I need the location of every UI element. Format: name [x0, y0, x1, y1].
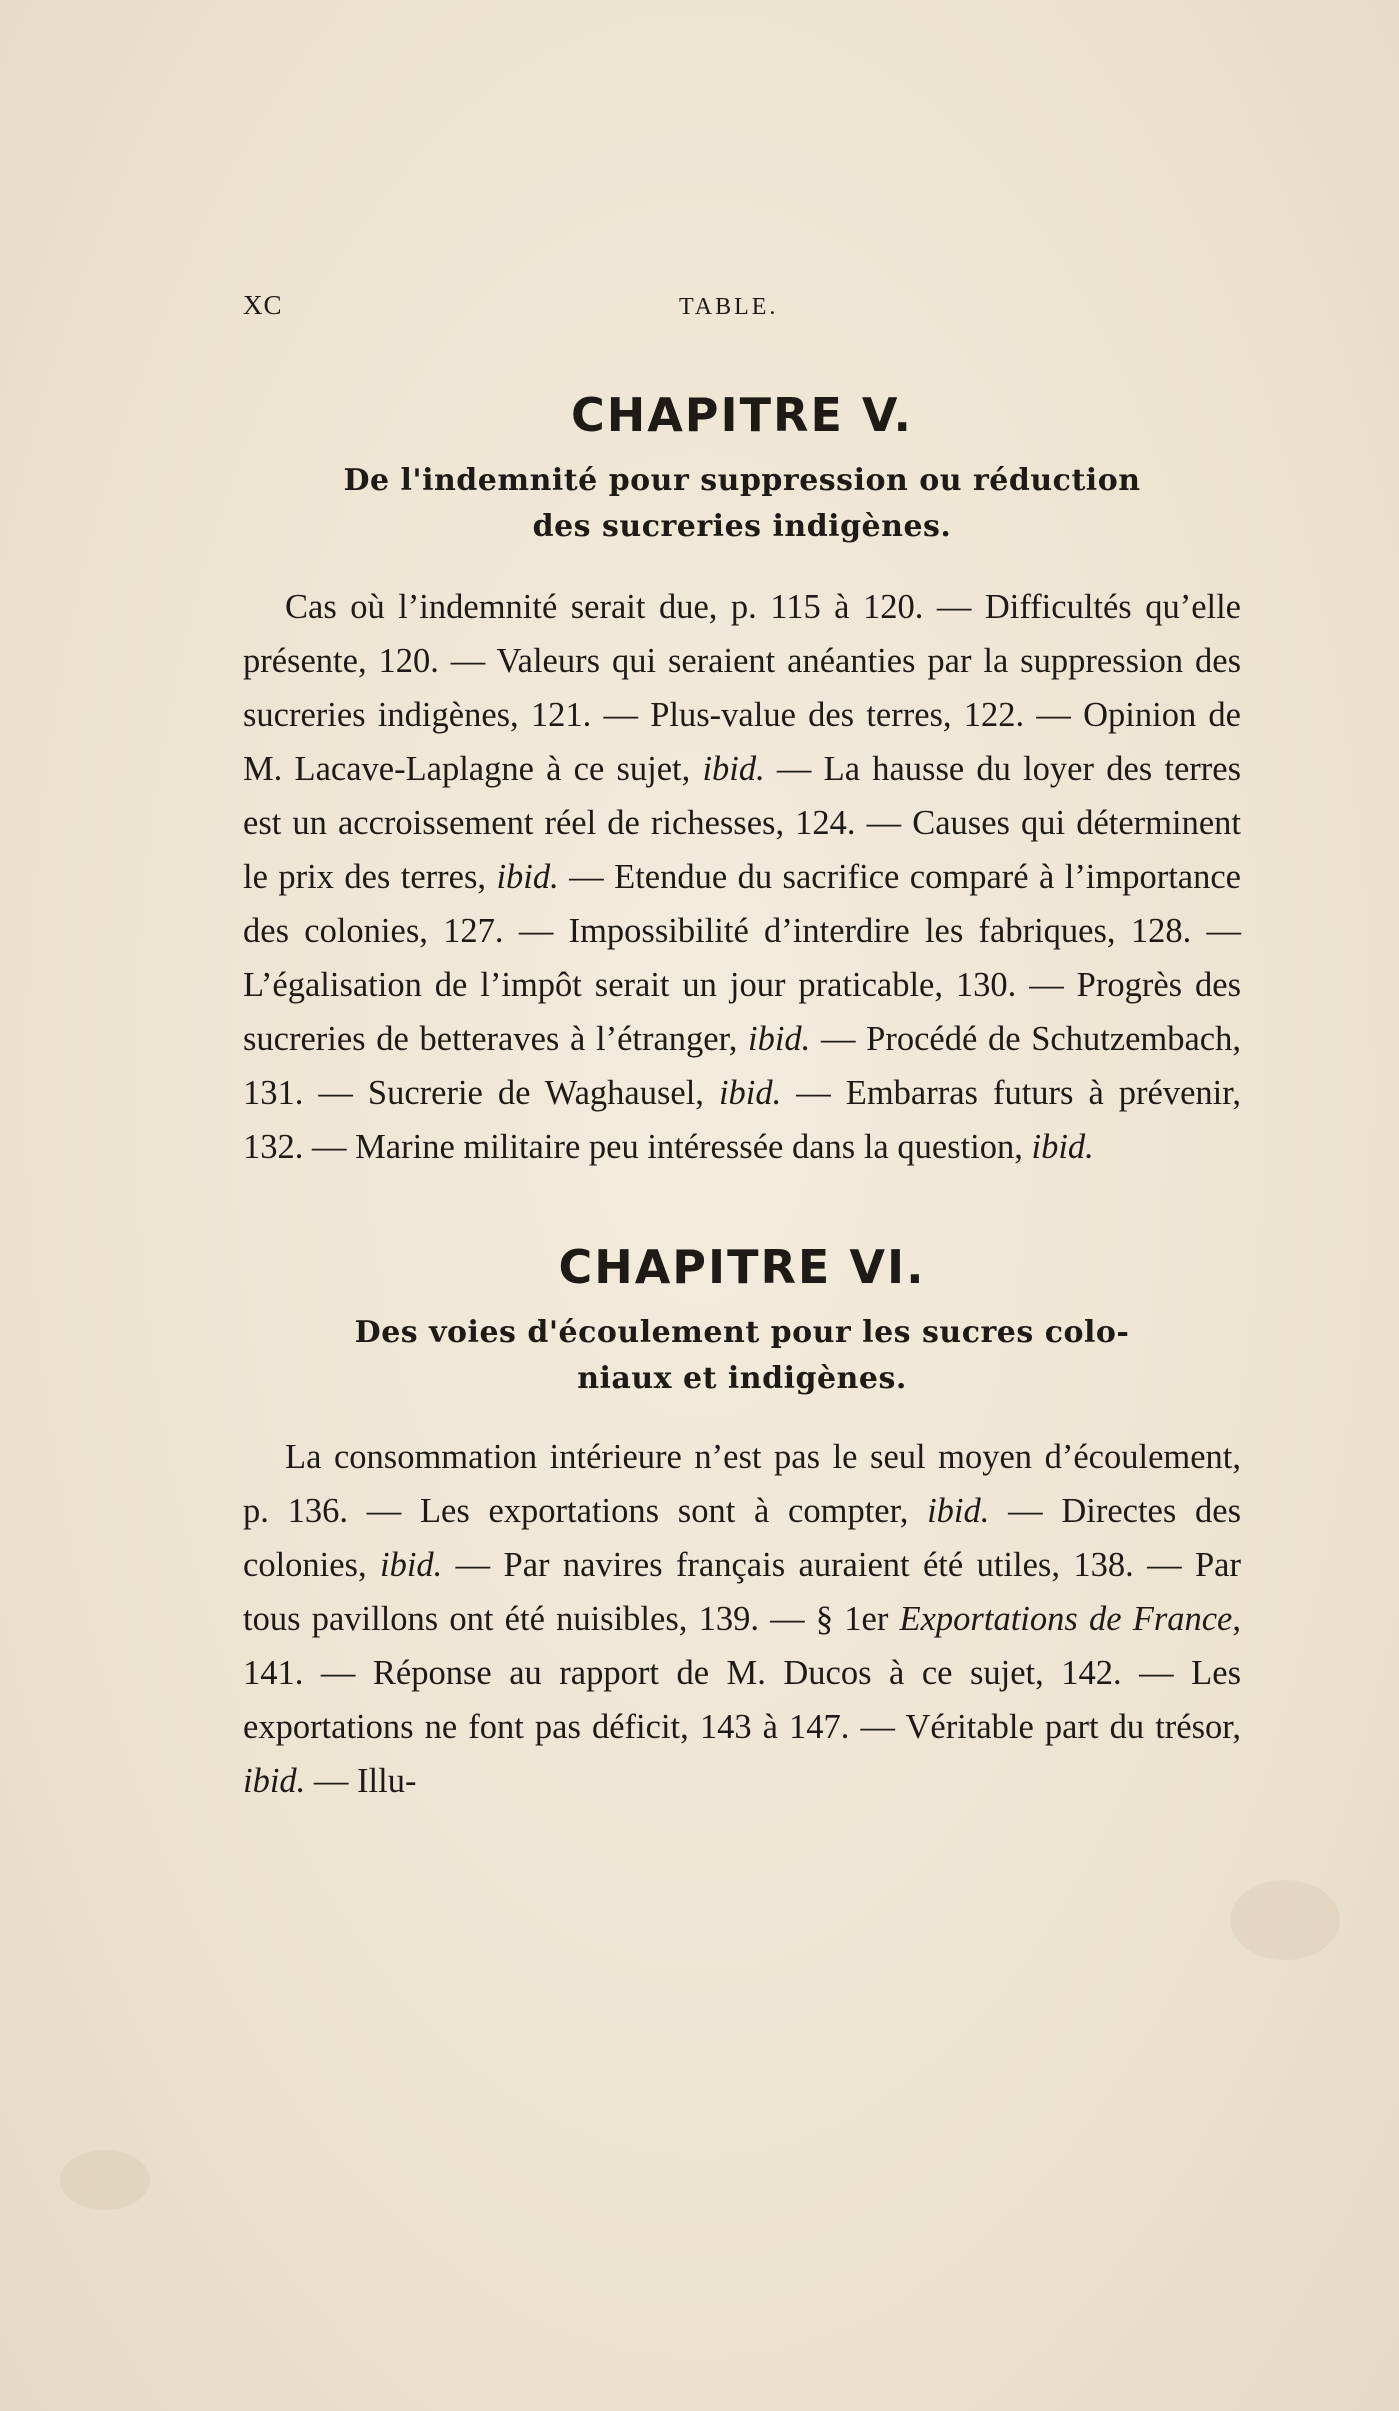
page-number: XC — [243, 290, 283, 320]
italic-reference: Exportations de France — [899, 1600, 1233, 1638]
italic-reference: ibid. — [496, 858, 559, 896]
summary-text: , 141. — Réponse au rapport de M. Ducos à ce sujet, 142. — Les exportations ne font pas déficit, 143 à 147. — Véritable part du trésor, — [243, 1600, 1241, 1746]
chapter-6-subtitle-line2: niaux et indigènes. — [577, 1361, 907, 1396]
italic-reference: ibid. — [1031, 1128, 1094, 1166]
summary-text: La consommation intérieure n’est pas le seul moyen d’écoulement, p. 136. — Les exportations sont à compter, — [243, 1438, 1241, 1530]
italic-reference: ibid. — [243, 1762, 306, 1800]
italic-reference: ibid. — [927, 1492, 990, 1530]
chapter-5-subtitle — [243, 458, 1241, 550]
italic-reference: ibid. — [718, 1074, 782, 1112]
summary-text: — Par navires français auraient été utiles, 138. — Par tous pavillons ont été nuisibles, 139. — § 1er — [243, 1546, 1241, 1638]
summary-text: — Illu- — [305, 1762, 417, 1800]
chapter-5-subtitle-line2: des sucreries indigènes. — [532, 509, 952, 544]
summary-text: Cas où l’indemnité serait due, p. 115 à 120. — Difficultés qu’elle présente, 120. — Valeurs qui seraient anéanties par la suppression des sucreries indigènes, 121. — Plus-value des terres, 122. — Opinion de M. Lacave-Laplagne à ce sujet, — [243, 588, 1241, 788]
chapter-6-section — [243, 1240, 1241, 1808]
chapter-5-section — [243, 388, 1241, 1174]
chapter-6-subtitle — [243, 1310, 1241, 1402]
paper-stain — [60, 2150, 150, 2210]
chapter-5-title: CHAPITRE V. — [570, 388, 914, 442]
chapter-5-summary — [243, 580, 1241, 1174]
chapter-6-subtitle-line1: Des voies d'écoulement pour les sucres colo- — [354, 1315, 1130, 1350]
summary-text: — Embarras futurs à prévenir, 132. — Marine militaire peu intéressée dans la question, — [243, 1074, 1241, 1166]
summary-text: — Directes des colonies, — [243, 1492, 1241, 1584]
paper-stain — [1230, 1880, 1340, 1960]
summary-text: — Procédé de Schutzembach, 131. — Sucrerie de Waghausel, — [243, 1020, 1241, 1112]
summary-text: — La hausse du loyer des terres est un accroissement réel de richesses, 124. — Causes qui déterminent le prix des terres, — [243, 750, 1241, 896]
running-title: TABLE. — [679, 294, 779, 320]
italic-reference: ibid. — [702, 750, 765, 788]
italic-reference: ibid. — [379, 1546, 443, 1584]
chapter-6-title: CHAPITRE VI. — [558, 1240, 926, 1294]
chapter-5-subtitle-line1: De l'indemnité pour suppression ou réduction — [343, 463, 1141, 498]
book-page — [243, 280, 1241, 1843]
summary-text: — Etendue du sacrifice comparé à l’importance des colonies, 127. — Impossibilité d’interdire les fabriques, 128. — L’égalisation de l’impôt serait un jour praticable, 130. — Progrès des sucreries de betteraves à l’étranger, — [243, 858, 1241, 1058]
chapter-6-summary — [243, 1430, 1241, 1808]
running-head — [243, 280, 1241, 340]
italic-reference: ibid. — [748, 1020, 811, 1058]
